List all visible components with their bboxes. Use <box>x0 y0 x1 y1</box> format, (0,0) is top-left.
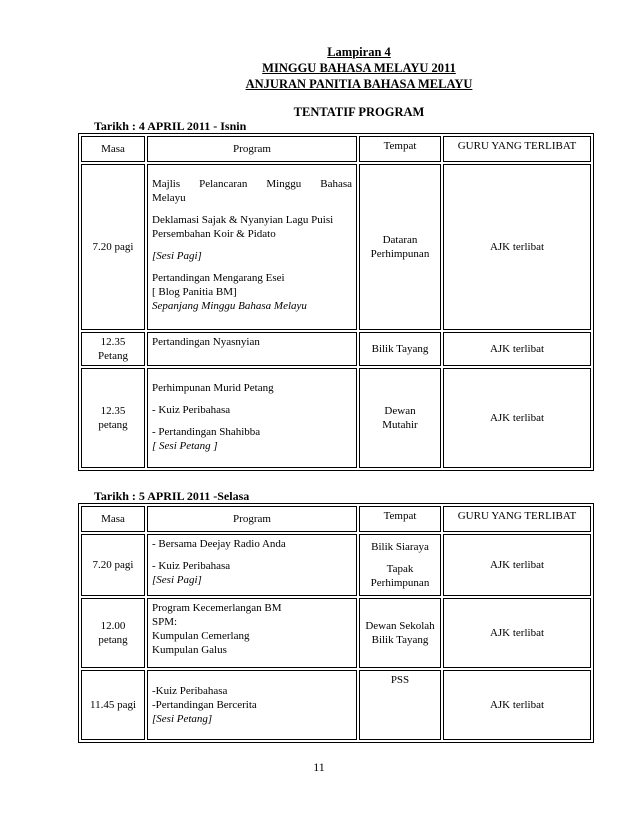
day2-date: Tarikh : 5 APRIL 2011 -Selasa <box>94 489 250 503</box>
tempat-line: Dewan <box>384 405 416 417</box>
table-header-row <box>81 506 591 532</box>
table-row <box>81 332 591 366</box>
program-line: [Sesi Pagi] <box>152 574 202 586</box>
program-line: [Sesi Petang] <box>152 713 213 725</box>
col-guru: GURU YANG TERLIBAT <box>443 506 591 532</box>
day1-date: Tarikh : 4 APRIL 2011 - Isnin <box>94 119 247 133</box>
masa-cell <box>81 332 145 366</box>
program-line: Majlis Pelancaran Minggu Bahasa <box>152 178 352 190</box>
program-line: Pertandingan Mengarang Esei <box>152 272 285 284</box>
table-row <box>81 670 591 740</box>
program-line: - Kuiz Peribahasa <box>152 560 231 572</box>
col-tempat: Tempat <box>359 136 441 162</box>
masa-line: 12.35 <box>100 336 126 348</box>
program-cell <box>147 598 357 668</box>
tempat-cell <box>359 534 441 596</box>
program-line: Kumpulan Cemerlang <box>152 630 250 642</box>
masa-line: 12.00 <box>100 620 126 632</box>
guru-cell: AJK terlibat <box>443 164 591 330</box>
tempat-line: Tapak Perhimpunan <box>370 563 430 589</box>
program-line: Sepanjang Minggu Bahasa Melayu <box>152 300 307 312</box>
masa-cell: 7.20 pagi <box>81 164 145 330</box>
program-line: -Kuiz Peribahasa <box>152 685 228 697</box>
tempat-cell <box>359 598 441 668</box>
masa-cell <box>81 368 145 468</box>
program-cell <box>147 670 357 740</box>
program-line: Deklamasi Sajak & Nyanyian Lagu Puisi <box>152 214 334 226</box>
guru-cell: AJK terlibat <box>443 670 591 740</box>
program-line: Kumpulan Galus <box>152 644 227 656</box>
masa-cell: 11.45 pagi <box>81 670 145 740</box>
tentatif-heading: TENTATIF PROGRAM <box>293 105 425 119</box>
masa-line: Petang <box>98 350 128 362</box>
tempat-cell: PSS <box>359 670 441 740</box>
col-masa: Masa <box>81 506 145 532</box>
col-masa: Masa <box>81 136 145 162</box>
table-header-row <box>81 136 591 162</box>
lampiran-label: Lampiran 4 <box>327 45 391 59</box>
table-row <box>81 164 591 330</box>
page-number: 11 <box>313 760 325 774</box>
table-row <box>81 534 591 596</box>
masa-cell: 7.20 pagi <box>81 534 145 596</box>
tempat-cell <box>359 368 441 468</box>
masa-line: petang <box>98 634 128 646</box>
program-line: [ Blog Panitia BM] <box>152 286 237 298</box>
program-line: Program Kecemerlangan BM <box>152 602 282 614</box>
tempat-line: Perhimpunan <box>370 248 430 260</box>
col-tempat: Tempat <box>359 506 441 532</box>
program-cell: Pertandingan Nyasnyian <box>147 332 357 366</box>
program-line: - Bersama Deejay Radio Anda <box>152 538 286 550</box>
tempat-cell: Bilik Tayang <box>359 332 441 366</box>
tempat-cell <box>359 164 441 330</box>
day1-schedule-table <box>78 133 594 471</box>
guru-cell: AJK terlibat <box>443 332 591 366</box>
table-row <box>81 368 591 468</box>
tempat-line: Bilik Tayang <box>371 634 429 646</box>
guru-cell: AJK terlibat <box>443 598 591 668</box>
program-line: Perhimpunan Murid Petang <box>152 382 274 394</box>
program-cell <box>147 164 357 330</box>
day2-schedule-table <box>78 503 594 743</box>
program-line: -Pertandingan Bercerita <box>152 699 257 711</box>
document-subtitle: ANJURAN PANITIA BAHASA MELAYU <box>245 77 473 91</box>
masa-line: petang <box>98 419 128 431</box>
col-program: Program <box>147 136 357 162</box>
masa-line: 12.35 <box>100 405 126 417</box>
program-line: - Pertandingan Shahibba <box>152 426 261 438</box>
program-line: [ Sesi Petang ] <box>152 440 218 452</box>
program-line: - Kuiz Peribahasa <box>152 404 231 416</box>
tempat-line: Dewan Sekolah <box>365 620 435 632</box>
program-line: [Sesi Pagi] <box>152 250 202 262</box>
program-line: Persembahan Koir & Pidato <box>152 228 276 240</box>
col-program: Program <box>147 506 357 532</box>
masa-cell <box>81 598 145 668</box>
document-title: MINGGU BAHASA MELAYU 2011 <box>262 61 456 75</box>
table-row <box>81 598 591 668</box>
program-cell <box>147 534 357 596</box>
col-guru: GURU YANG TERLIBAT <box>443 136 591 162</box>
program-line: SPM: <box>152 616 178 628</box>
program-cell <box>147 368 357 468</box>
tempat-line: Dataran <box>382 234 418 246</box>
guru-cell: AJK terlibat <box>443 368 591 468</box>
program-line: Melayu <box>152 192 186 204</box>
tempat-line: Bilik Siaraya <box>371 541 429 553</box>
guru-cell: AJK terlibat <box>443 534 591 596</box>
tempat-line: Mutahir <box>382 419 418 431</box>
